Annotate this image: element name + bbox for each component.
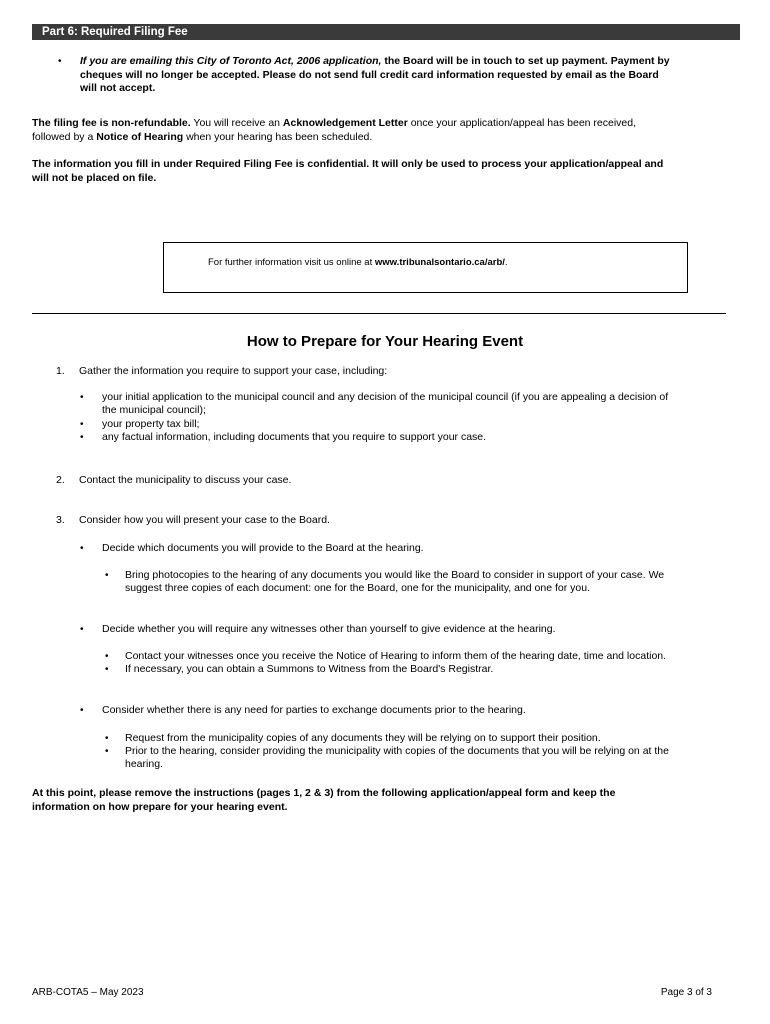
closing-line1: At this point, please remove the instructions (pages 1, 2 & 3) from the following application/appeal form and keep the	[32, 787, 616, 799]
emailing-notice-line1: the Board will be in touch to set up payment. Payment by	[381, 55, 670, 67]
step-number: 2.	[56, 474, 65, 486]
page-number: Page 3 of 3	[660, 987, 712, 998]
list-item	[125, 569, 664, 595]
section-header-part6	[32, 24, 746, 40]
list-item: your property tax bill;	[102, 418, 200, 430]
bullet-icon: •	[58, 56, 62, 67]
info-suffix: .	[504, 257, 508, 268]
closing-line2: information on how prepare for your hearing event.	[32, 800, 288, 813]
list-item: Request from the municipality copies of any documents they will be relying on to support their position.	[125, 732, 601, 744]
list-item	[102, 391, 668, 417]
fee-text: once your application/appeal has been received,	[407, 117, 637, 129]
confidential-paragraph	[32, 158, 663, 185]
list-item-line: hearing.	[125, 758, 163, 770]
fee-text: followed by a	[32, 130, 97, 143]
step1-text: Gather the information you require to support your case, including:	[79, 365, 388, 377]
bullet-icon: •	[80, 432, 84, 443]
bullet-icon: •	[80, 419, 84, 430]
step3-text: Consider how you will present your case to the Board.	[79, 514, 330, 526]
emailing-notice-line2: cheques will no longer be accepted. Please do not send full credit card information requested by email as the Board	[80, 68, 659, 81]
confidential-line1: The information you fill in under Required Filing Fee is confidential. It will only be used to process your application/appeal and	[32, 158, 664, 170]
divider	[32, 313, 726, 314]
info-box-text	[208, 257, 508, 268]
list-item: If necessary, you can obtain a Summons to Witness from the Board's Registrar.	[125, 663, 494, 675]
bullet-icon: •	[105, 651, 109, 662]
list-item: Consider whether there is any need for parties to exchange documents prior to the hearing.	[102, 704, 526, 716]
fee-text: You will receive an	[190, 117, 283, 129]
website-link[interactable]: www.tribunalsontario.ca/arb/	[374, 257, 505, 268]
info-prefix: For further information visit us online at	[208, 257, 375, 268]
list-item-line: Bring photocopies to the hearing of any documents you would like the Board to consider in support of your case. We	[125, 569, 665, 581]
info-box	[163, 242, 688, 293]
list-item: Decide which documents you will provide to the Board at the hearing.	[102, 542, 424, 554]
emailing-notice-line3: will not accept.	[80, 82, 156, 94]
list-item: Contact your witnesses once you receive the Notice of Hearing to inform them of the hearing date, time and location.	[125, 650, 667, 662]
list-item: Decide whether you will require any witnesses other than yourself to give evidence at the hearing.	[102, 623, 556, 635]
bullet-icon: •	[80, 543, 84, 554]
fee-nonrefundable: The filing fee is non-refundable.	[32, 117, 191, 129]
bullet-icon: •	[80, 392, 84, 403]
list-item-line: Prior to the hearing, consider providing the municipality with copies of the documents that you will be relying on at the	[125, 745, 669, 757]
ack-letter: Acknowledgement Letter	[282, 117, 408, 129]
form-code: ARB-COTA5 – May 2023	[32, 987, 144, 998]
section-title: Part 6: Required Filing Fee	[42, 26, 188, 38]
list-item-line: your initial application to the municipal council and any decision of the municipal council (if you are appealing a decision of	[102, 391, 669, 403]
closing-paragraph	[32, 787, 615, 814]
page-title: How to Prepare for Your Hearing Event	[246, 333, 524, 350]
step-number: 3.	[56, 514, 65, 526]
emailing-notice-lead: If you are emailing this City of Toronto Act, 2006 application,	[80, 55, 382, 67]
confidential-line2: will not be placed on file.	[32, 171, 157, 184]
filing-fee-paragraph	[32, 117, 636, 144]
bullet-icon: •	[105, 570, 109, 581]
list-item: any factual information, including documents that you require to support your case.	[102, 431, 487, 443]
bullet-icon: •	[105, 746, 109, 757]
list-item	[125, 745, 669, 771]
list-item-line: the municipal council);	[102, 404, 206, 416]
fee-text: when your hearing has been scheduled.	[183, 130, 373, 143]
bullet-icon: •	[80, 624, 84, 635]
emailing-notice	[80, 55, 670, 96]
step2-text: Contact the municipality to discuss your case.	[79, 474, 292, 486]
bullet-icon: •	[80, 705, 84, 716]
bullet-icon: •	[105, 664, 109, 675]
list-item-line: suggest three copies of each document: one for the Board, one for the municipality, and one for you.	[125, 582, 591, 594]
bullet-icon: •	[105, 733, 109, 744]
notice-of-hearing: Notice of Hearing	[96, 130, 184, 143]
step-number: 1.	[56, 365, 65, 377]
header-bar-edge	[739, 24, 746, 40]
